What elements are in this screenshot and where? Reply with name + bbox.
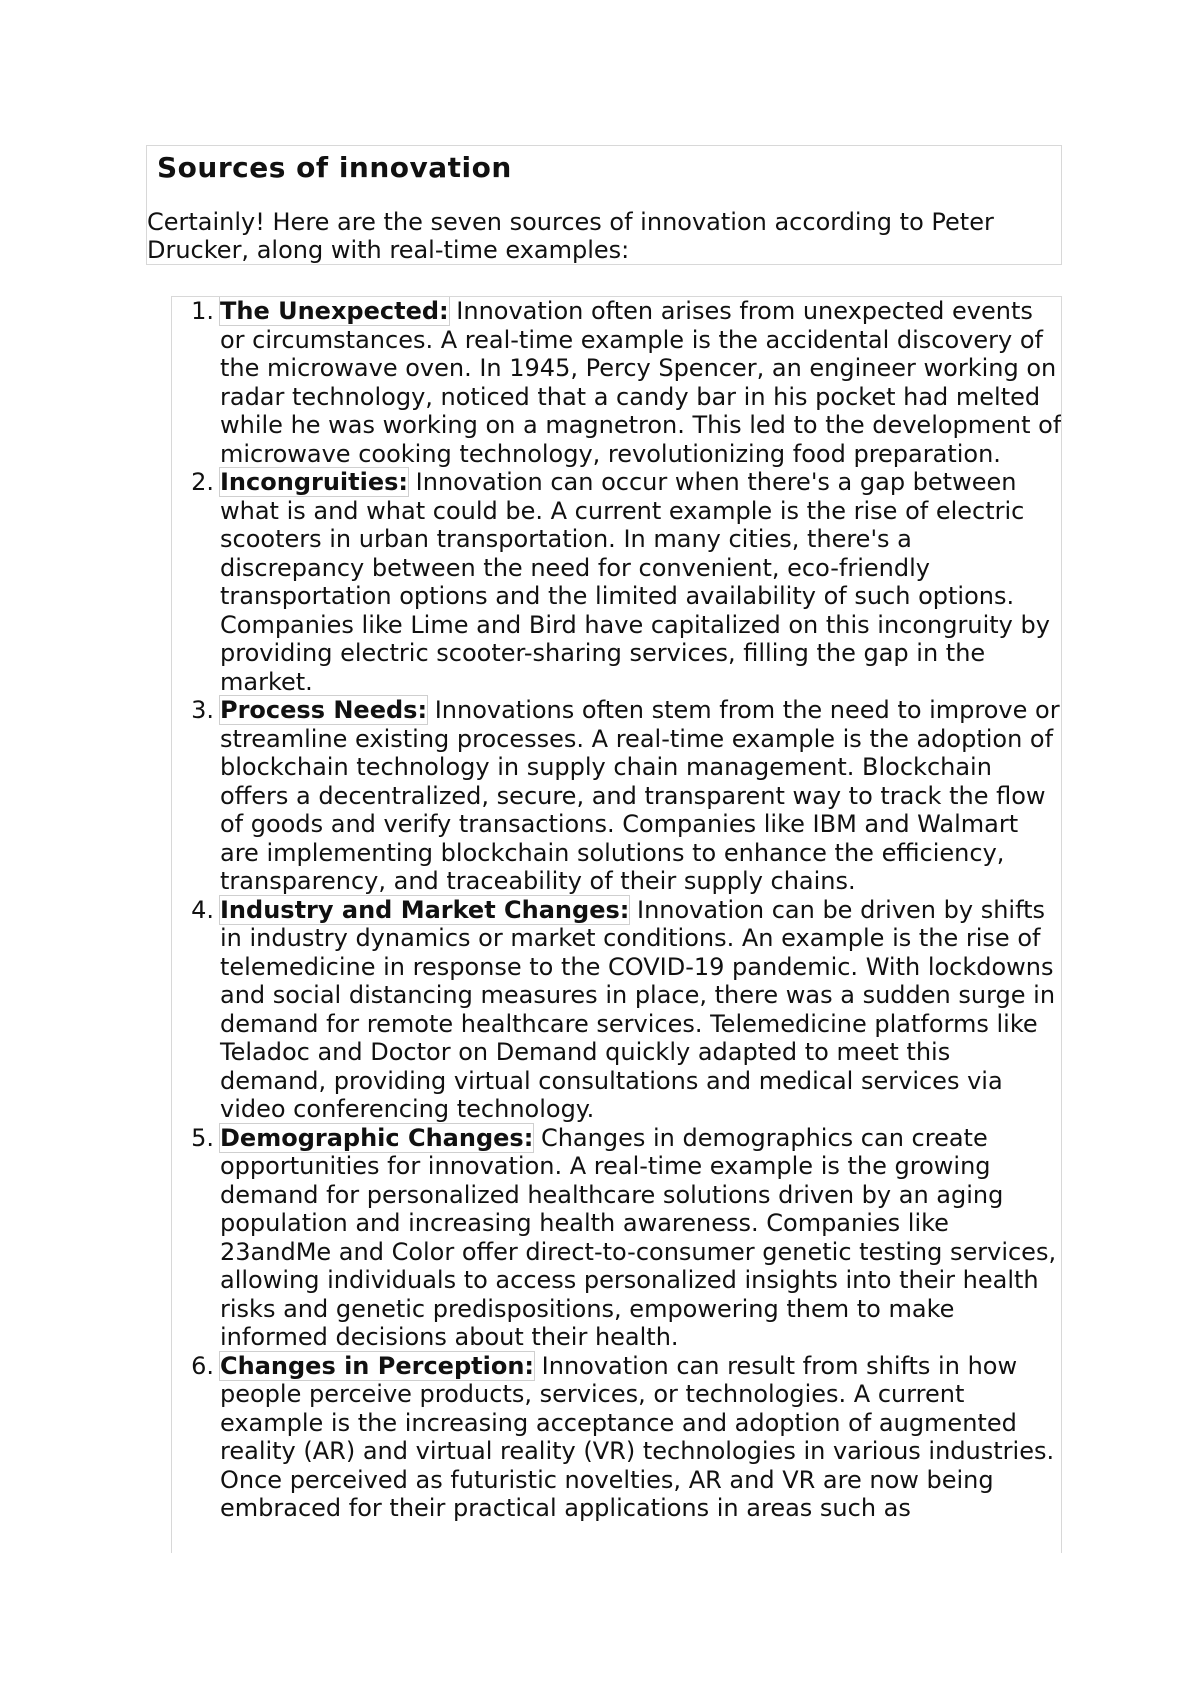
list-item-text: Innovation often arises from unexpected events or circumstances. A real-time example is the accidental discovery of the microwave oven. In 1945, Percy Spencer, an engineer working on radar technology, noticed that a candy bar in his pocket had melted while he was working on a magnetron. This led to the development of microwave cooking technology, revolutionizing food preparation. <box>220 297 1062 468</box>
list-item-number: 2. <box>191 468 214 496</box>
list-item-text: Changes in demographics can create opportunities for innovation. A real-time example is the growing demand for personalized healthcare solutions driven by an aging population and increasing health awareness. Companies like 23andMe and Color offer direct-to-consumer genetic testing services, allowing individuals to access personalized insights into their health risks and genetic predispositions, empowering them to make informed decisions about their health. <box>220 1123 1057 1351</box>
list-item-text: Innovation can occur when there's a gap between what is and what could be. A current example is the rise of electric scooters in urban transportation. In many cities, there's a discrepancy between the need for convenient, eco-friendly transportation options and the limited availability of such options. Companies like Lime and Bird have capitalized on this incongruity by providing electric scooter-sharing services, filling the gap in the market. <box>220 468 1050 696</box>
list-item-heading: Process Needs: <box>220 696 428 724</box>
list-item <box>191 297 1062 468</box>
list-item <box>191 1351 1062 1523</box>
list-item-heading: The Unexpected: <box>220 297 449 325</box>
intro-block <box>146 145 1062 265</box>
list-item <box>191 468 1062 696</box>
list-item-text: Innovations often stem from the need to improve or streamline existing processes. A real-time example is the adoption of blockchain technology in supply chain management. Blockchain offers a decentralized, secure, and transparent way to track the flow of goods and verify transactions. Companies like IBM and Walmart are implementing blockchain solutions to enhance the efficiency, transparency, and traceability of their supply chains. <box>220 696 1060 895</box>
list-item-number: 3. <box>191 696 214 724</box>
list-item-heading: Demographic Changes: <box>220 1123 534 1152</box>
list-item-number: 6. <box>191 1351 214 1380</box>
list-item-heading: Changes in Perception: <box>220 1351 535 1380</box>
list-item <box>191 895 1062 1124</box>
sources-list-block <box>171 296 1062 1553</box>
list-item-number: 4. <box>191 895 214 924</box>
sources-list <box>191 297 1062 1523</box>
page-title: Sources of innovation <box>157 151 512 184</box>
list-item <box>191 696 1062 896</box>
list-item <box>191 1123 1062 1352</box>
list-item-heading: Incongruities: <box>220 468 409 496</box>
intro-paragraph: Certainly! Here are the seven sources of innovation according to Peter Drucker, along with real-time examples: <box>147 208 994 264</box>
list-item-number: 5. <box>191 1123 214 1152</box>
list-item-text: Innovation can be driven by shifts in industry dynamics or market conditions. An example is the rise of telemedicine in response to the COVID-19 pandemic. With lockdowns and social distancing measures in place, there was a sudden surge in demand for remote healthcare services. Telemedicine platforms like Teladoc and Doctor on Demand quickly adapted to meet this demand, providing virtual consultations and medical services via video conferencing technology. <box>220 895 1056 1123</box>
list-item-number: 1. <box>191 297 214 325</box>
list-item-heading: Industry and Market Changes: <box>220 895 630 924</box>
list-item-text: Innovation can result from shifts in how people perceive products, services, or technologies. A current example is the increasing acceptance and adoption of augmented reality (AR) and virtual reality (VR) technologies in various industries. Once perceived as futuristic novelties, AR and VR are now being embraced for their practical applications in areas such as <box>220 1351 1055 1522</box>
